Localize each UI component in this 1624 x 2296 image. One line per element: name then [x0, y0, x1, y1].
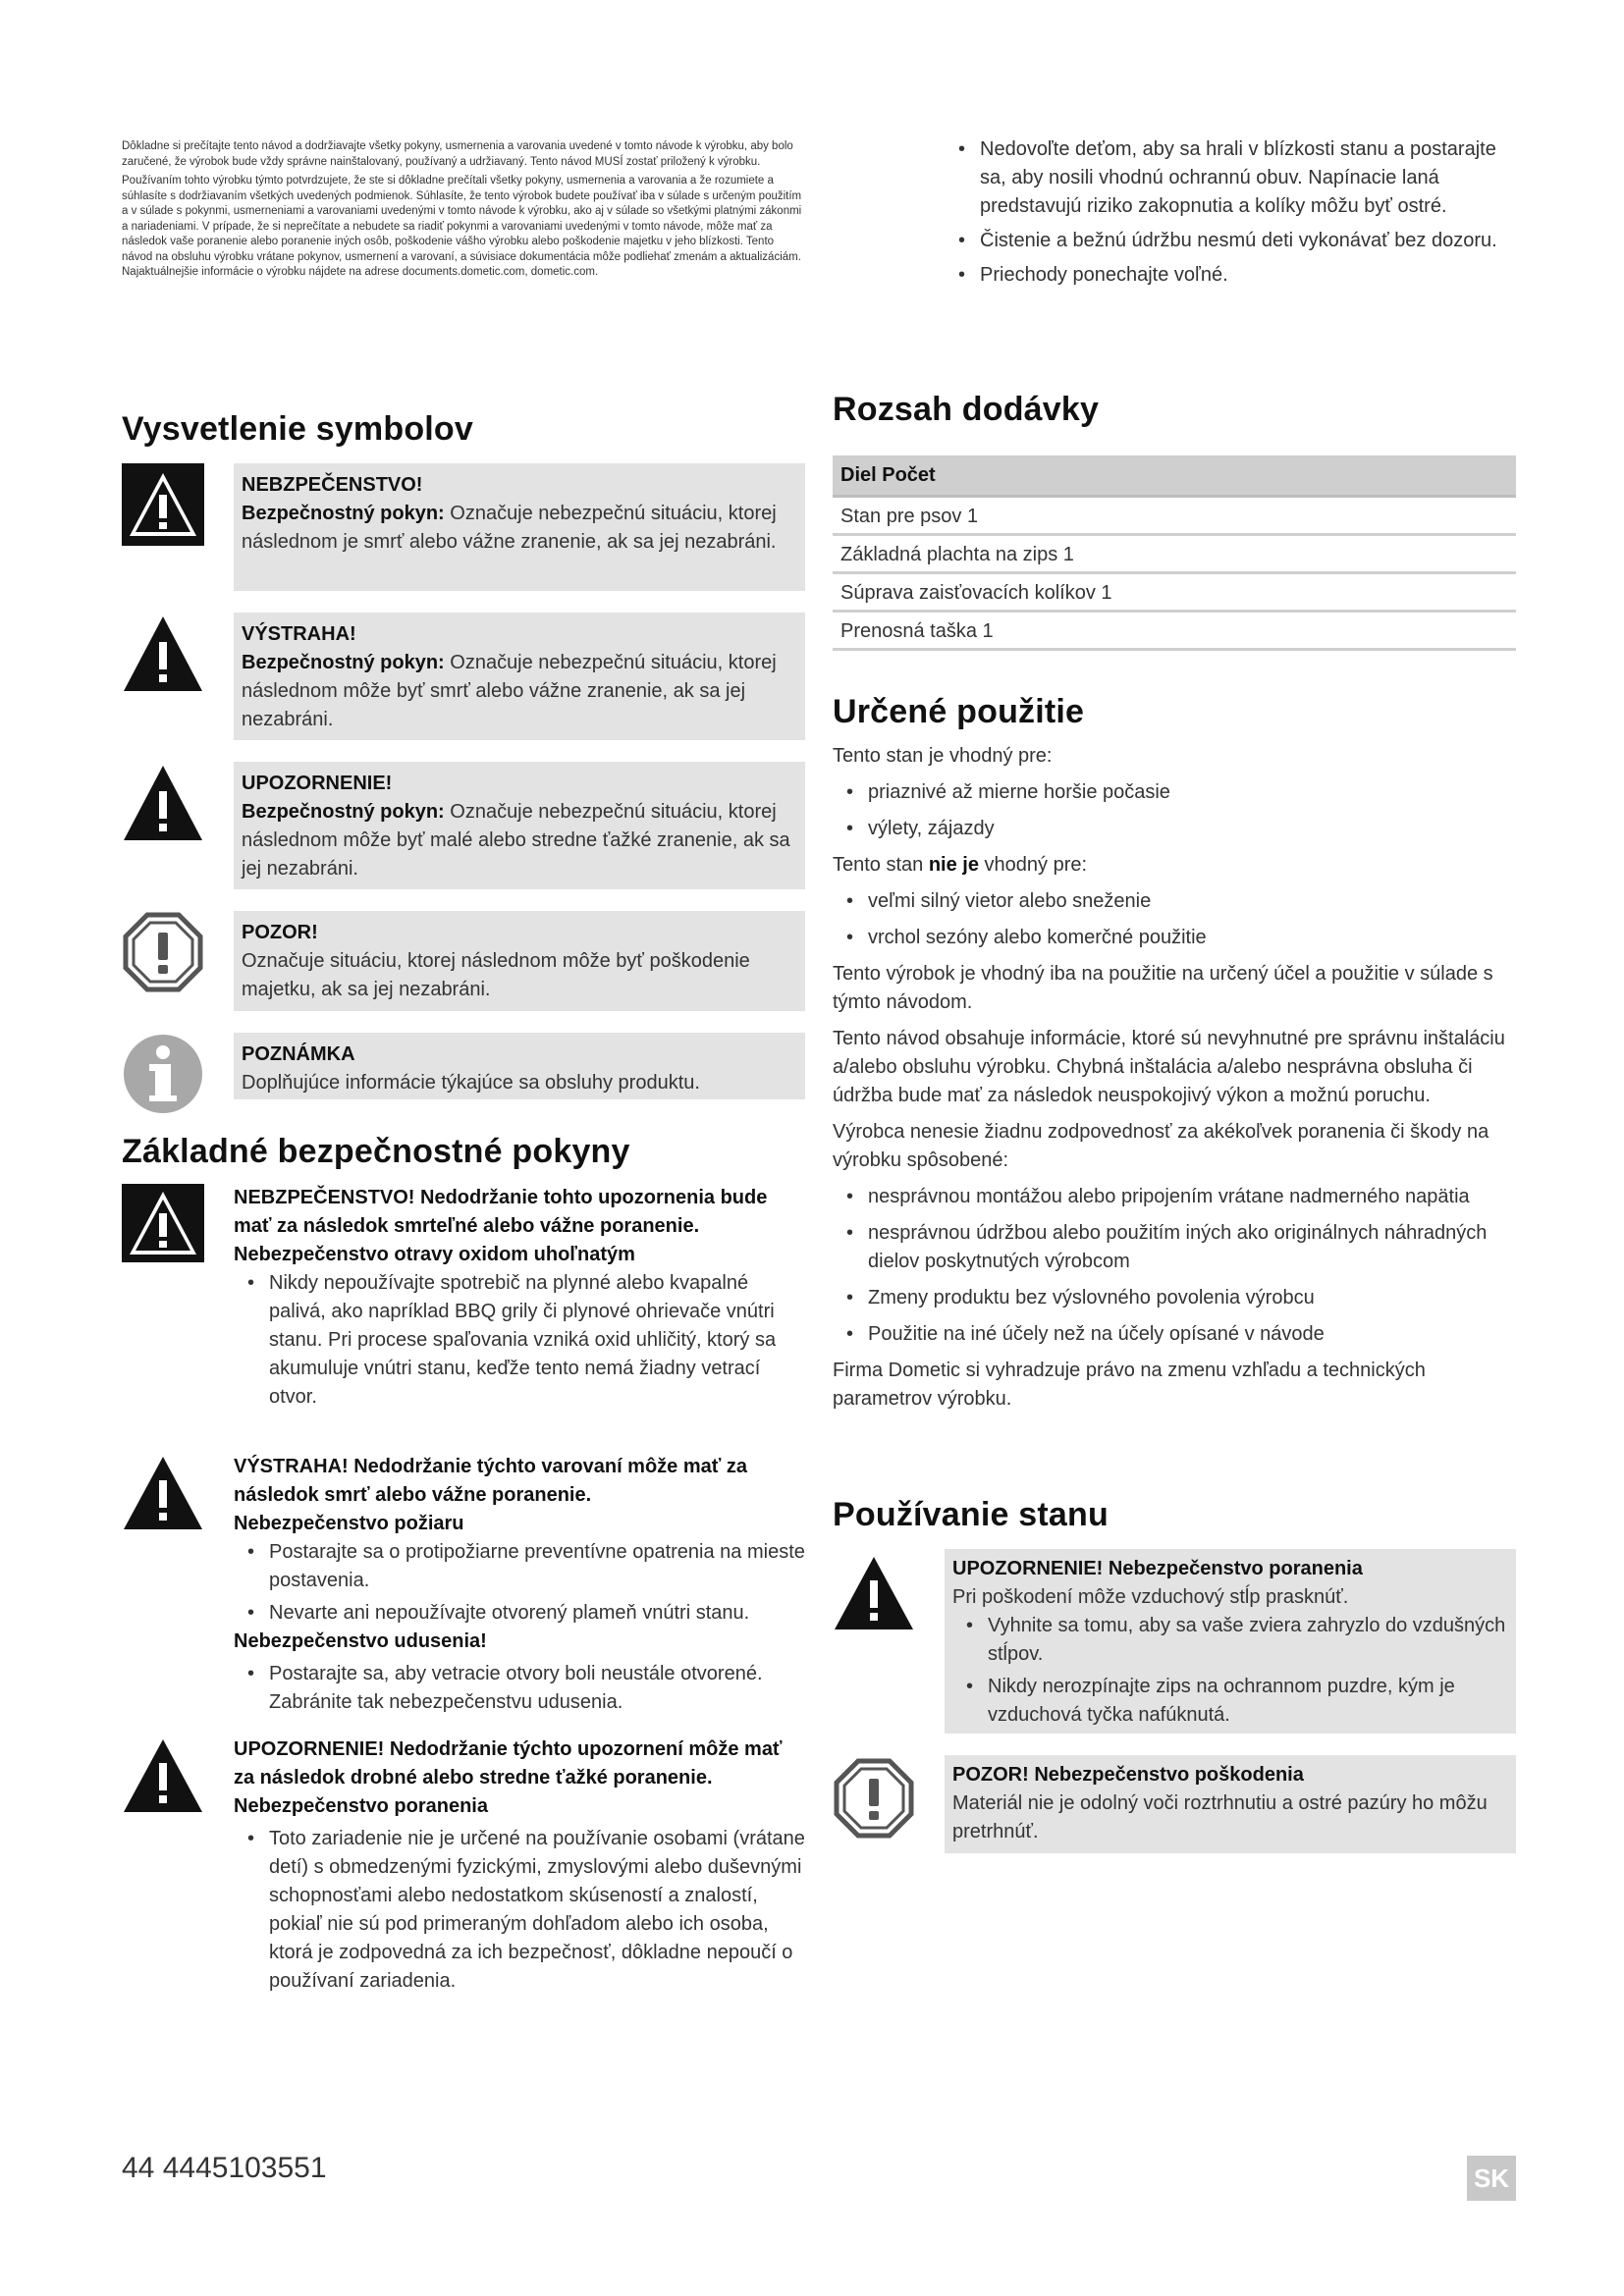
intended-p2 [833, 851, 1516, 880]
scope-heading: Rozsah dodávky [833, 391, 1100, 428]
safety-warning-bullet-2: • Nevarte ani nepoužívajte otvorený plameň vnútri stanu. [234, 1599, 805, 1628]
symbol-warning-text: Označuje nebezpečnú situáciu, ktorej následnom môže byť smrť alebo vážne zranenie, ak sa jej nezabráni. [242, 652, 777, 730]
symbol-danger-lead: Bezpečnostný pokyn: [242, 503, 445, 524]
symbol-danger-title: NEBZPEČENSTVO! [242, 474, 423, 496]
scope-table-row: Prenosná taška 1 [833, 613, 1516, 651]
scope-table-header: Diel Počet [833, 455, 1516, 498]
safety-warning-heading: VÝSTRAHA! Nedodržanie týchto varovaní môže mať za následok smrť alebo vážne poranenie. [234, 1456, 748, 1506]
caution-icon [122, 762, 204, 844]
caution-icon [122, 1735, 204, 1814]
notice-octagon-icon [833, 1757, 915, 1840]
usage-notice-box [945, 1755, 1516, 1853]
safety-caution-heading: UPOZORNENIE! Nedodržanie týchto upozornení môže mať za následok drobné alebo stredne ťažké poranenie. [234, 1738, 783, 1789]
right-top-bullet-3: • Priechody ponechajte voľné. [945, 261, 1516, 290]
symbol-danger-text: Označuje nebezpečnú situáciu, ktorej následnom je smrť alebo vážne zranenie, ak sa jej nezabráni. [242, 503, 777, 553]
intended-bullet-8: • Použitie na iné účely než na účely opísané v návode [833, 1320, 1516, 1349]
symbol-warning-box [234, 613, 805, 740]
usage-caution-title: UPOZORNENIE! Nebezpečenstvo poranenia [952, 1558, 1363, 1579]
symbol-notice-box [234, 911, 805, 1011]
intended-p3: Tento výrobok je vhodný iba na použitie na určený účel a použitie v súlade s týmto návodom. [833, 963, 1493, 1013]
intended-bullet-6: • nesprávnou údržbou alebo použitím iných ako originálnych náhradných dielov poskytnutých výrobcom [833, 1219, 1516, 1276]
usage-heading: Používanie stanu [833, 1496, 1109, 1533]
intro-paragraph-2: Používaním tohto výrobku týmto potvrdzujete, že ste si dôkladne prečítali všetky pokyny, usmernenia a varovania a že rozumiete a súhlasíte s dodržiavaním všetkých uvedených podmienok. Súhlasíte, že tento výrobok budete používať iba v súlade s určeným použitím a v súlade s pokynmi, usmerneniami a varovaniami uvedenými v tomto návode k výrobku, ako aj v súlade so všetkými platnými zákonmi a nariadeniami. V prípade, že si neprečítate a nebudete sa riadiť pokynmi a varovaniami uvedenými v tomto návode, môže mať za následok vaše poranenie alebo poranenie iných osôb, poškodenie vášho výrobku alebo poškodenie majetku v jeho blízkosti. Tento návod na obsluhu výrobku vrátane pokynov, usmernení a varovaní, a súvisiace dokumentácia môže podliehať zmenám a aktualizáciám. Najaktuálnejšie informácie o výrobku nájdete na adrese documents.dometic.com, dometic.com. [122, 175, 802, 278]
page-number: 44 4445103551 [122, 2152, 327, 2184]
symbol-caution-text: Označuje nebezpečnú situáciu, ktorej následnom môže byť malé alebo stredne ťažké zranenie, ak sa jej nezabráni. [242, 801, 790, 880]
scope-table-row: Súprava zaisťovacích kolíkov 1 [833, 574, 1516, 613]
safety-danger-sub: Nebezpečenstvo otravy oxidom uhoľnatým [234, 1244, 635, 1265]
safety-warning-sub-fire: Nebezpečenstvo požiaru [234, 1513, 464, 1534]
notice-octagon-icon [122, 911, 204, 993]
intended-heading: Určené použitie [833, 693, 1085, 730]
safety-danger-heading: NEBZPEČENSTVO! Nedodržanie tohto upozornenia bude mať za následok smrteľné alebo vážne poranenie. [234, 1187, 768, 1237]
symbol-note-text: Doplňujúce informácie týkajúce sa obsluhy produktu. [242, 1072, 700, 1094]
usage-notice-text: Materiál nie je odolný voči roztrhnutiu a ostré pazúry ho môžu pretrhnúť. [952, 1792, 1488, 1842]
intended-bullet-7: • Zmeny produktu bez výslovného povolenia výrobcu [833, 1284, 1516, 1312]
symbol-notice-text: Označuje situáciu, ktorej následnom môže byť poškodenie majetku, ak sa jej nezabráni. [242, 950, 750, 1000]
usage-caution-box [945, 1549, 1516, 1734]
safety-warning-bullet-1: • Postarajte sa o protipožiarne preventívne opatrenia na mieste postavenia. [234, 1538, 805, 1595]
symbol-note-title: POZNÁMKA [242, 1043, 355, 1065]
intended-bullet-4: • vrchol sezóny alebo komerčné použitie [833, 924, 1516, 952]
symbol-notice-title: POZOR! [242, 922, 318, 943]
intended-p6: Firma Dometic si vyhradzuje právo na zmenu vzhľadu a technických parametrov výrobku. [833, 1360, 1426, 1410]
usage-caution-text: Pri poškodení môže vzduchový stĺp prasknúť. [952, 1586, 1349, 1608]
intended-p2-c: vhodný pre: [978, 854, 1088, 876]
symbol-warning-title: VÝSTRAHA! [242, 623, 356, 645]
warning-icon [122, 1453, 204, 1531]
right-top-bullet-2: • Čistenie a bežnú údržbu nesmú deti vykonávať bez dozoru. [945, 227, 1516, 255]
caution-icon [833, 1553, 915, 1631]
info-icon [122, 1033, 204, 1115]
safety-warning-bullet-3: • Postarajte sa, aby vetracie otvory boli neustále otvorené. Zabránite tak nebezpečenstvu udusenia. [234, 1660, 805, 1717]
symbol-warning-lead: Bezpečnostný pokyn: [242, 652, 445, 673]
safety-caution-sub: Nebezpečenstvo poranenia [234, 1795, 488, 1817]
intended-p2-b: nie je [928, 854, 979, 876]
scope-table-row: Základná plachta na zips 1 [833, 536, 1516, 574]
safety-danger-text [234, 1184, 805, 1412]
intended-bullet-1: • priaznivé až mierne horšie počasie [833, 778, 1516, 807]
intended-p5: Výrobca nenesie žiadnu zodpovednosť za akékoľvek poranenia či škody na výrobku spôsobené: [833, 1121, 1489, 1171]
symbols-heading: Vysvetlenie symbolov [122, 410, 474, 448]
scope-table [833, 455, 1516, 651]
language-badge: SK [1467, 2156, 1516, 2201]
danger-icon [122, 1184, 204, 1262]
intro-paragraph-1: Dôkladne si prečítajte tento návod a dodržiavajte všetky pokyny, usmernenia a varovania uvedené v tomto návode k výrobku, aby bolo zaručené, že výrobok bude vždy správne nainštalovaný, používaný a udržiavaný. Tento návod MUSÍ zostať priložený k výrobku. [122, 140, 793, 168]
intended-p4: Tento návod obsahuje informácie, ktoré sú nevyhnutné pre správnu inštaláciu a/alebo obsluhu výrobku. Chybná inštalácia a/alebo nesprávna obsluha či údržba bude mať za následok neuspokojivý výkon a možnú poruchu. [833, 1028, 1505, 1106]
safety-warning-sub-suffocation: Nebezpečenstvo udusenia! [234, 1630, 487, 1652]
intended-bullet-2: • výlety, zájazdy [833, 815, 1516, 843]
intended-p2-a: Tento stan [833, 854, 929, 876]
symbol-danger-box [234, 463, 805, 591]
symbol-caution-box [234, 762, 805, 889]
warning-icon [122, 613, 204, 695]
safety-caution-bullet-1: • Toto zariadenie nie je určené na používanie osobami (vrátane detí) s obmedzenými fyzickými, zmyslovými alebo duševnými schopnosťami alebo nedostatkom skúseností a znalostí, pokiaľ nie sú pod primeraným dohľadom alebo ich osoba, ktorá je zodpovedná za ich bezpečnosť, dôkladne nepoučí o používaní zariadenia. [234, 1825, 805, 1996]
symbol-note-box [234, 1033, 805, 1099]
intended-p1: Tento stan je vhodný pre: [833, 745, 1053, 767]
intended-body [833, 742, 1516, 1421]
safety-danger-bullet-1: • Nikdy nepoužívajte spotrebič na plynné alebo kvapalné palivá, ako napríklad BBQ grily či plynové ohrievače vnútri stanu. Pri procese spaľovania vzniká oxid uhličitý, ktorý sa akumuluje vnútri stanu, keďže tento nemá žiadny vetrací otvor. [234, 1269, 805, 1412]
right-top-bullet-1: • Nedovoľte deťom, aby sa hrali v blízkosti stanu a postarajte sa, aby nosili vhodnú ochrannú obuv. Napínacie laná predstavujú riziko zakopnutia a kolíky môžu byť ostré. [945, 135, 1516, 221]
intro-text [122, 139, 805, 285]
symbol-caution-lead: Bezpečnostný pokyn: [242, 801, 445, 823]
safety-caution-text [234, 1735, 805, 1996]
symbol-caution-title: UPOZORNENIE! [242, 773, 393, 794]
usage-notice-title: POZOR! Nebezpečenstvo poškodenia [952, 1764, 1304, 1786]
usage-caution-bullet-1: • Vyhnite sa tomu, aby sa vaše zviera zahryzlo do vzdušných stĺpov. [952, 1612, 1508, 1669]
safety-warning-text [234, 1453, 805, 1717]
intended-bullet-5: • nesprávnou montážou alebo pripojením vrátane nadmerného napätia [833, 1183, 1516, 1211]
danger-icon [122, 463, 204, 546]
right-top-bullets [945, 135, 1516, 297]
safety-heading: Základné bezpečnostné pokyny [122, 1133, 630, 1170]
intended-bullet-3: • veľmi silný vietor alebo sneženie [833, 887, 1516, 916]
scope-table-row: Stan pre psov 1 [833, 498, 1516, 536]
usage-caution-bullet-2: • Nikdy nerozpínajte zips na ochrannom puzdre, kým je vzduchová tyčka nafúknutá. [952, 1673, 1508, 1730]
